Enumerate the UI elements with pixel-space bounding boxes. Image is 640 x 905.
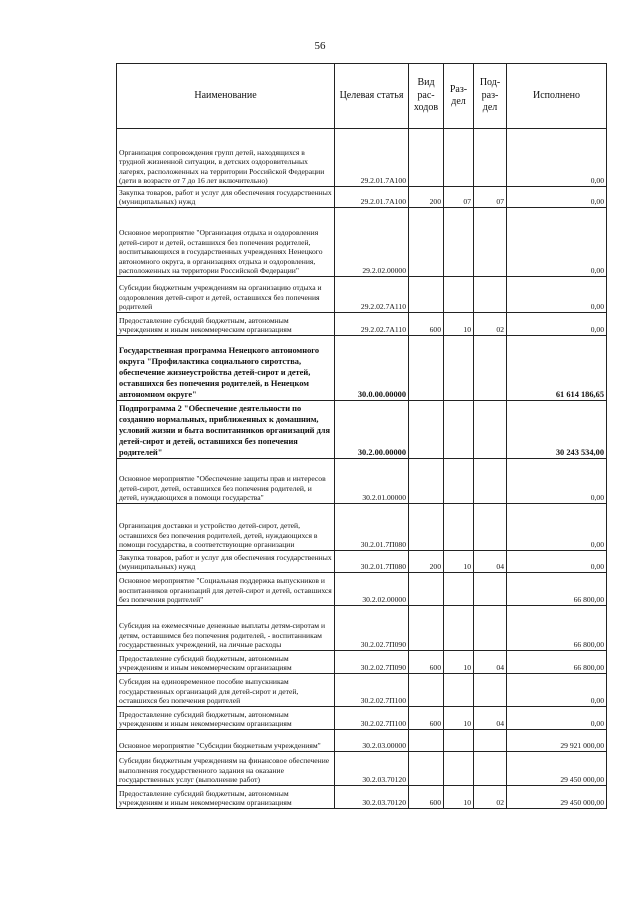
table-row [117, 504, 607, 551]
row-target-article: 30.2.02.7П090 [335, 651, 409, 674]
row-name: Предоставление субсидий бюджетным, автономным учреждениям и иным некоммерческим организациям [117, 786, 335, 809]
row-expense-type: 200 [409, 187, 444, 208]
row-expense-type [409, 401, 444, 459]
table-row [117, 786, 607, 809]
row-section [444, 752, 474, 786]
row-target-article: 30.2.01.7П080 [335, 504, 409, 551]
row-subsection [474, 336, 507, 401]
row-amount: 0,00 [507, 277, 607, 313]
row-subsection: 04 [474, 707, 507, 730]
row-amount: 61 614 186,65 [507, 336, 607, 401]
row-section [444, 277, 474, 313]
row-target-article: 30.2.02.7П100 [335, 707, 409, 730]
row-target-article: 30.2.02.7П090 [335, 606, 409, 651]
row-target-article: 30.2.01.00000 [335, 459, 409, 504]
row-amount: 0,00 [507, 504, 607, 551]
row-target-article: 30.2.03.70120 [335, 786, 409, 809]
row-expense-type: 200 [409, 551, 444, 573]
table-row [117, 401, 607, 459]
table-row [117, 606, 607, 651]
row-amount: 66 800,00 [507, 651, 607, 674]
row-name: Субсидия на единовременное пособие выпускникам государственных организаций для детей-сирот и детей, оставшихся без попечения родителей [117, 674, 335, 707]
table-row [117, 459, 607, 504]
row-name: Субсидии бюджетным учреждениям на финансовое обеспечение выполнения государственного задания на оказание государственных услуг (выполнение работ) [117, 752, 335, 786]
row-amount: 66 800,00 [507, 573, 607, 606]
row-name: Предоставление субсидий бюджетным, автономным учреждениям и иным некоммерческим организациям [117, 707, 335, 730]
row-section [444, 129, 474, 187]
row-subsection [474, 674, 507, 707]
row-amount: 0,00 [507, 707, 607, 730]
table-row [117, 707, 607, 730]
table-row [117, 730, 607, 752]
row-target-article: 30.2.03.00000 [335, 730, 409, 752]
row-target-article: 29.2.01.7А100 [335, 129, 409, 187]
header-name: Наименование [117, 64, 335, 129]
row-expense-type: 600 [409, 707, 444, 730]
row-amount: 0,00 [507, 313, 607, 336]
budget-execution-table [116, 63, 607, 809]
row-subsection [474, 277, 507, 313]
table-row [117, 208, 607, 277]
row-section: 10 [444, 651, 474, 674]
row-name: Предоставление субсидий бюджетным, автономным учреждениям и иным некоммерческим организациям [117, 651, 335, 674]
header-section: Раз- дел [444, 64, 474, 129]
row-name: Субсидия на ежемесячные денежные выплаты детям-сиротам и детям, оставшимся без попечения родителей, - воспитанникам государственных учреждений, на личные расходы [117, 606, 335, 651]
header-expense-type: Вид рас- ходов [409, 64, 444, 129]
header-subsection: Под- раз- дел [474, 64, 507, 129]
table-row [117, 551, 607, 573]
row-subsection [474, 730, 507, 752]
row-section [444, 606, 474, 651]
row-name: Основное мероприятие "Субсидии бюджетным учреждениям" [117, 730, 335, 752]
row-expense-type [409, 674, 444, 707]
row-target-article: 29.2.02.00000 [335, 208, 409, 277]
row-name: Основное мероприятие "Обеспечение защиты прав и интересов детей-сирот, детей, оставшихся без попечения родителей, и детей, нуждающихся в помощи государства" [117, 459, 335, 504]
row-expense-type: 600 [409, 651, 444, 674]
page-number: 56 [314, 40, 326, 52]
row-name: Организация доставки и устройство детей-сирот, детей, оставшихся без попечения родителей, детей, нуждающихся в помощи государства, в соответствующие организации [117, 504, 335, 551]
table-header-row [117, 64, 607, 129]
row-amount: 0,00 [507, 208, 607, 277]
row-section [444, 401, 474, 459]
row-name: Субсидии бюджетным учреждениям на организацию отдыха и оздоровления детей-сирот и детей, оставшихся без попечения родителей [117, 277, 335, 313]
table-row [117, 336, 607, 401]
row-expense-type [409, 208, 444, 277]
table-row [117, 674, 607, 707]
row-amount: 0,00 [507, 551, 607, 573]
row-section: 10 [444, 786, 474, 809]
row-subsection [474, 129, 507, 187]
table-row [117, 573, 607, 606]
row-expense-type [409, 459, 444, 504]
row-amount: 29 450 000,00 [507, 752, 607, 786]
row-expense-type: 600 [409, 786, 444, 809]
row-target-article: 30.2.02.00000 [335, 573, 409, 606]
row-name: Организация сопровождения групп детей, находящихся в трудной жизненной ситуации, в детских оздоровительных лагерях, расположенных на территории Российской Федерации (дети в возрасте от 7 до 16 лет включительно) [117, 129, 335, 187]
table-row [117, 313, 607, 336]
row-target-article: 30.2.02.7П100 [335, 674, 409, 707]
row-section [444, 674, 474, 707]
row-target-article: 29.2.02.7А110 [335, 313, 409, 336]
row-subsection: 04 [474, 651, 507, 674]
row-section: 10 [444, 313, 474, 336]
row-subsection: 07 [474, 187, 507, 208]
row-amount: 29 450 000,00 [507, 786, 607, 809]
row-subsection [474, 401, 507, 459]
header-target-article: Целевая статья [335, 64, 409, 129]
table-row [117, 651, 607, 674]
row-amount: 0,00 [507, 129, 607, 187]
row-subsection: 02 [474, 313, 507, 336]
row-amount: 30 243 534,00 [507, 401, 607, 459]
row-subsection [474, 459, 507, 504]
row-expense-type [409, 129, 444, 187]
row-section [444, 208, 474, 277]
row-amount: 0,00 [507, 459, 607, 504]
row-expense-type [409, 336, 444, 401]
row-expense-type [409, 277, 444, 313]
row-target-article: 30.2.03.70120 [335, 752, 409, 786]
row-target-article: 29.2.02.7А110 [335, 277, 409, 313]
row-amount: 0,00 [507, 187, 607, 208]
row-section: 07 [444, 187, 474, 208]
row-subsection [474, 752, 507, 786]
row-amount: 29 921 000,00 [507, 730, 607, 752]
row-name: Закупка товаров, работ и услуг для обеспечения государственных (муниципальных) нужд [117, 551, 335, 573]
row-name: Основное мероприятие "Социальная поддержка выпускников и воспитанников организаций для детей-сирот и детей, оставшихся без попечения родителей" [117, 573, 335, 606]
row-section [444, 459, 474, 504]
row-amount: 66 800,00 [507, 606, 607, 651]
row-section [444, 573, 474, 606]
row-section [444, 504, 474, 551]
table-row [117, 187, 607, 208]
row-subsection: 02 [474, 786, 507, 809]
row-name: Подпрограмма 2 "Обеспечение деятельности по созданию нормальных, приближенных к домашним, условий жизни и быта воспитанников организаций для детей-сирот и детей, оставшихся без попечения родителей" [117, 401, 335, 459]
row-target-article: 30.2.00.00000 [335, 401, 409, 459]
row-name: Государственная программа Ненецкого автономного округа "Профилактика социального сиротства, обеспечение жизнеустройства детей-сирот и детей, оставшихся без попечения родителей, в Ненецком автономном округе" [117, 336, 335, 401]
row-section: 10 [444, 707, 474, 730]
row-expense-type: 600 [409, 313, 444, 336]
row-target-article: 29.2.01.7А100 [335, 187, 409, 208]
row-expense-type [409, 730, 444, 752]
row-expense-type [409, 573, 444, 606]
row-expense-type [409, 606, 444, 651]
table-row [117, 277, 607, 313]
row-subsection [474, 606, 507, 651]
row-subsection [474, 573, 507, 606]
row-subsection [474, 504, 507, 551]
row-amount: 0,00 [507, 674, 607, 707]
header-executed: Исполнено [507, 64, 607, 129]
row-expense-type [409, 752, 444, 786]
row-name: Закупка товаров, работ и услуг для обеспечения государственных (муниципальных) нужд [117, 187, 335, 208]
row-name: Предоставление субсидий бюджетным, автономным учреждениям и иным некоммерческим организациям [117, 313, 335, 336]
row-section [444, 336, 474, 401]
row-subsection: 04 [474, 551, 507, 573]
row-subsection [474, 208, 507, 277]
row-section: 10 [444, 551, 474, 573]
row-name: Основное мероприятие "Организация отдыха и оздоровления детей-сирот и детей, оставшихся без попечения родителей, воспитывающихся в государственных учреждениях Ненецкого автономного округа, в организациях отдыха и оздоровления, расположенных на территории Российской Федерации" [117, 208, 335, 277]
row-expense-type [409, 504, 444, 551]
table-row [117, 129, 607, 187]
row-section [444, 730, 474, 752]
table-row [117, 752, 607, 786]
row-target-article: 30.2.01.7П080 [335, 551, 409, 573]
row-target-article: 30.0.00.00000 [335, 336, 409, 401]
